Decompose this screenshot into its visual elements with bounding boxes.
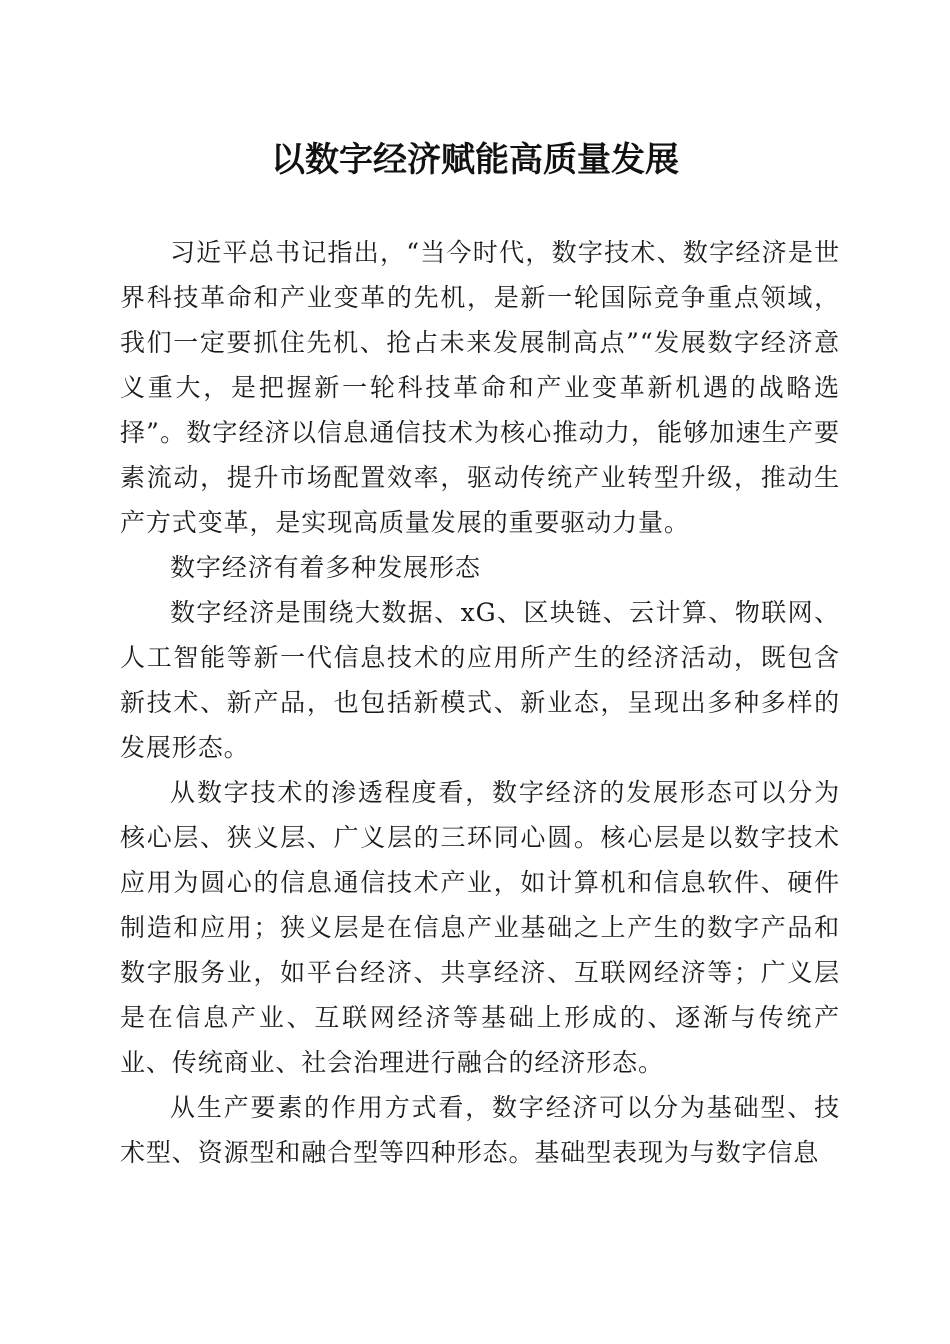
paragraph-definition: 数字经济是围绕大数据、xG、区块链、云计算、物联网、人工智能等新一代信息技术的应用所产生的经济活动，既包含新技术、新产品，也包括新模式、新业态，呈现出多种多样的发展形态。 [120,598,840,762]
paragraph-intro: 习近平总书记指出，“当今时代，数字技术、数字经济是世界科技革命和产业变革的先机，是新一轮国际竞争重点领域，我们一定要抓住先机、抢占未来发展制高点”“发展数字经济意义重大，是把握新一轮科技革命和产业变革新机遇的战略选择”。数字经济以信息通信技术为核心推动力，能够加速生产要素流动，提升市场配置效率，驱动传统产业转型升级，推动生产方式变革，是实现高质量发展的重要驱动力量。 [120,238,840,537]
paragraph-penetration: 从数字技术的渗透程度看，数字经济的发展形态可以分为核心层、狭义层、广义层的三环同心圆。核心层是以数字技术应用为圆心的信息通信技术产业，如计算机和信息软件、硬件制造和应用；狭义层是在信息产业基础之上产生的数字产品和数字服务业，如平台经济、共享经济、互联网经济等；广义层是在信息产业、互联网经济等基础上形成的、逐渐与传统产业、传统商业、社会治理进行融合的经济形态。 [120,778,840,1077]
document-title: 以数字经济赋能高质量发展 [271,140,679,180]
section-heading: 数字经济有着多种发展形态 [170,553,481,582]
document-body [120,230,840,1175]
paragraph-production-factors: 从生产要素的作用方式看，数字经济可以分为基础型、技术型、资源型和融合型等四种形态。基础型表现为与数字信息 [120,1093,840,1167]
